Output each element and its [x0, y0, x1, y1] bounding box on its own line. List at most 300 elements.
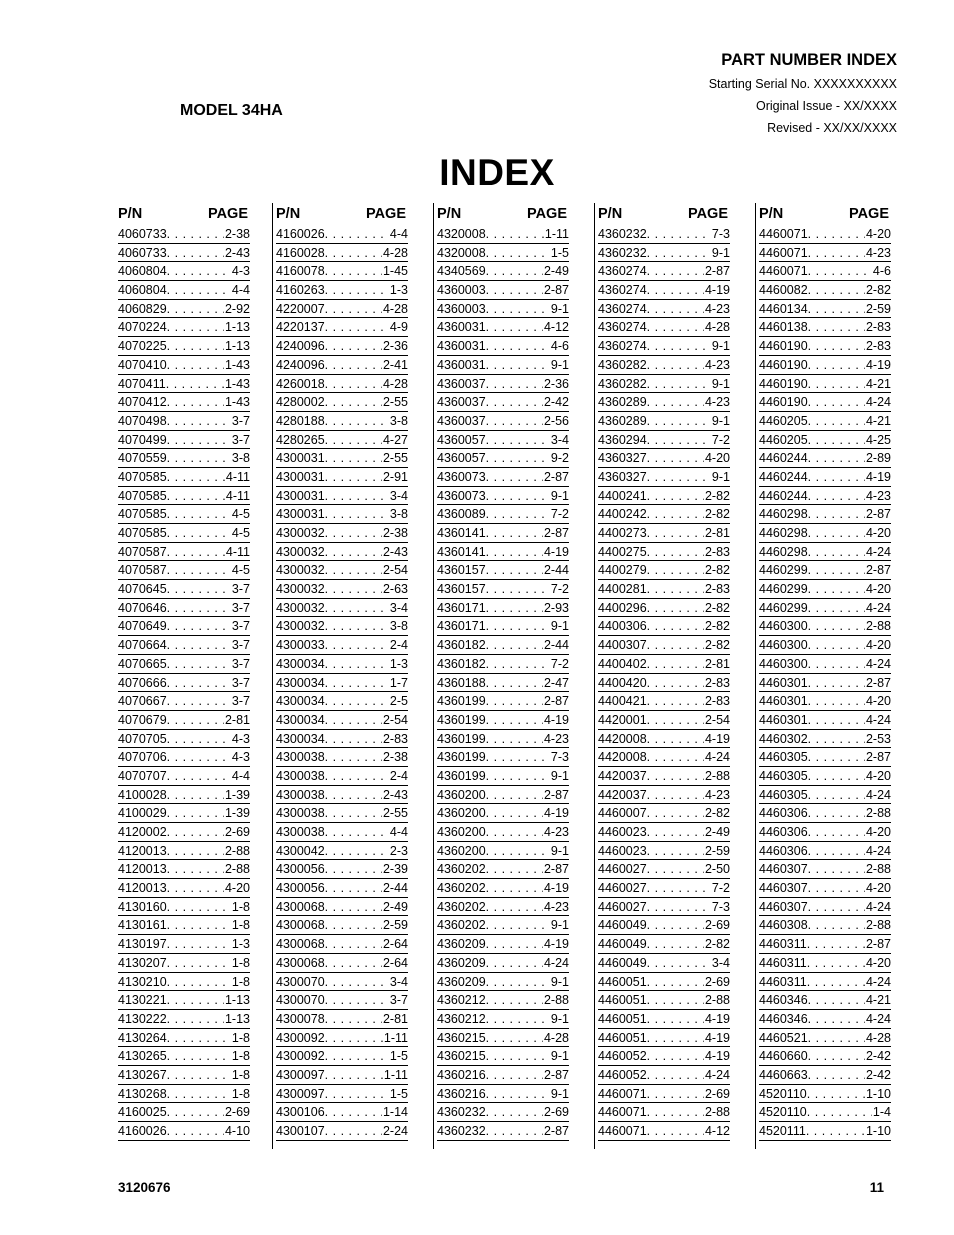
page-reference: 2-4 [389, 638, 408, 653]
index-entry [759, 823, 891, 842]
leader-dots [167, 767, 231, 785]
leader-dots [167, 318, 224, 336]
part-number: 4360199 [437, 731, 486, 746]
leader-dots [808, 599, 865, 617]
index-entry [598, 730, 730, 749]
part-number: 4340569 [437, 264, 486, 279]
leader-dots [647, 674, 704, 692]
leader-dots [647, 449, 704, 467]
part-number: 4360199 [437, 768, 486, 783]
page-reference: 2-82 [704, 619, 730, 634]
leader-dots [808, 580, 865, 598]
page-reference: 4-24 [865, 787, 891, 802]
index-entry [598, 487, 730, 506]
leader-dots [167, 991, 224, 1009]
part-number: 4070679 [118, 712, 167, 727]
index-entry [598, 1066, 730, 1085]
part-number: 4460305 [759, 787, 808, 802]
page-reference: 4-12 [543, 320, 569, 335]
page-reference: 4-24 [865, 544, 891, 559]
part-number: 4300038 [276, 825, 325, 839]
index-entry [759, 1085, 891, 1104]
part-number: 4460205 [759, 413, 808, 428]
leader-dots [486, 225, 544, 243]
index-entry [437, 561, 569, 580]
part-number: 4070411 [118, 376, 166, 391]
index-entry [437, 1103, 569, 1122]
part-number: 4300032 [276, 544, 325, 559]
part-number: 4460071 [759, 227, 808, 241]
part-number: 4300034 [276, 675, 325, 690]
page-reference: 2-88 [865, 862, 891, 877]
leader-dots [325, 1085, 389, 1103]
part-number: 4460049 [598, 918, 647, 933]
page-reference: 1-45 [382, 264, 408, 279]
page-reference: 1-43 [224, 357, 250, 372]
page-reference: 4-20 [865, 955, 891, 970]
leader-dots [167, 449, 231, 467]
part-number: 4360188 [437, 675, 486, 690]
part-number: 4460301 [759, 694, 808, 709]
index-entry [276, 1010, 408, 1029]
leader-dots [325, 1029, 383, 1047]
leader-dots [325, 786, 382, 804]
leader-dots [647, 580, 704, 598]
page-reference: 2-49 [704, 825, 730, 839]
index-entry [118, 431, 250, 450]
leader-dots [807, 954, 865, 972]
part-number: 4130197 [118, 937, 167, 952]
leader-dots [808, 767, 865, 785]
index-entry [118, 860, 250, 879]
index-entry [437, 842, 569, 861]
page-reference: 3-7 [231, 619, 250, 634]
index-entry [437, 730, 569, 749]
leader-dots [325, 318, 389, 336]
page-reference: 3-8 [389, 619, 408, 634]
leader-dots [167, 281, 231, 299]
page-reference: 4-19 [543, 937, 569, 952]
page-reference: 2-69 [224, 825, 250, 839]
index-entry [598, 356, 730, 375]
index-entry [759, 524, 891, 543]
part-number: 4400273 [598, 526, 647, 540]
index-entry [598, 842, 730, 861]
leader-dots [647, 636, 704, 654]
page-reference: 4-19 [704, 731, 730, 746]
page-reference: 2-87 [543, 1124, 569, 1138]
leader-dots [486, 935, 543, 953]
page-reference: 2-38 [224, 227, 250, 241]
index-entry [118, 1010, 250, 1029]
index-entry [118, 692, 250, 711]
part-number: 4360141 [437, 526, 486, 540]
part-number: 4520110 [759, 1105, 807, 1120]
index-entry [437, 487, 569, 506]
page-reference: 4-5 [231, 507, 250, 522]
leader-dots [325, 300, 382, 318]
page-reference: 4-20 [865, 768, 891, 783]
page-reference: 2-88 [704, 1105, 730, 1120]
index-entry [118, 842, 250, 861]
leader-dots [647, 916, 704, 934]
page-reference: 3-8 [389, 413, 408, 428]
part-number: 4300042 [276, 843, 325, 858]
part-number: 4300038 [276, 750, 325, 765]
page-reference: 1-8 [231, 955, 250, 970]
part-number: 4460311 [759, 937, 807, 952]
index-entry [437, 244, 569, 263]
index-entry [276, 262, 408, 281]
part-number: 4460298 [759, 526, 808, 540]
leader-dots [808, 505, 865, 523]
part-number: 4070707 [118, 768, 167, 783]
page-reference: 2-89 [865, 451, 891, 466]
page-reference: 9-1 [711, 245, 730, 260]
index-entry [276, 617, 408, 636]
page-reference: 3-4 [550, 432, 569, 447]
index-entry [759, 748, 891, 767]
page-reference: 4-4 [389, 825, 408, 839]
index-entry [118, 804, 250, 823]
model-label: MODEL 34HA [180, 102, 283, 119]
leader-dots [486, 636, 543, 654]
page-reference: 4-25 [865, 432, 891, 447]
leader-dots [647, 524, 704, 542]
page-reference: 1-10 [865, 1086, 891, 1101]
leader-dots [167, 898, 231, 916]
index-entry [276, 524, 408, 543]
part-number: 4360199 [437, 750, 486, 765]
index-entry [759, 244, 891, 263]
page-reference: 3-7 [231, 582, 250, 597]
part-number: 4360274 [598, 283, 647, 298]
leader-dots [167, 356, 224, 374]
leader-dots [167, 1085, 231, 1103]
index-entry [118, 580, 250, 599]
part-number: 4300092 [276, 1030, 325, 1045]
part-number: 4460049 [598, 955, 647, 970]
leader-dots [167, 1122, 224, 1140]
page-reference: 7-2 [550, 582, 569, 597]
column-header [759, 203, 891, 225]
part-number: 4160026 [276, 227, 325, 241]
page-reference: 2-39 [382, 862, 408, 877]
part-number: 4300056 [276, 862, 325, 877]
part-number: 4420001 [598, 712, 647, 727]
page-reference: 2-82 [704, 600, 730, 615]
part-number: 4460306 [759, 806, 808, 821]
page-reference: 4-24 [865, 600, 891, 615]
page-reference: 2-49 [382, 899, 408, 914]
part-number: 4260018 [276, 376, 325, 391]
leader-dots [325, 655, 389, 673]
leader-dots [647, 1010, 704, 1028]
page-reference: 4-20 [865, 638, 891, 653]
index-entry [118, 225, 250, 244]
index-entry [437, 580, 569, 599]
part-number: 4460346 [759, 1011, 808, 1026]
part-number: 4070224 [118, 320, 167, 335]
index-entry [759, 786, 891, 805]
part-number: 4060829 [118, 301, 167, 316]
index-entry [276, 898, 408, 917]
index-entry [598, 543, 730, 562]
page-reference: 9-1 [550, 918, 569, 933]
leader-dots [325, 767, 389, 785]
part-number: 4520110 [759, 1086, 807, 1101]
leader-dots [486, 375, 543, 393]
page-reference: 4-20 [865, 881, 891, 896]
page-reference: 1-43 [224, 376, 250, 391]
column-header [437, 203, 569, 225]
part-number: 4070585 [118, 526, 167, 540]
document-number: 3120676 [118, 1180, 171, 1195]
index-entry [118, 823, 250, 842]
pn-header: P/N [437, 206, 462, 222]
index-entry [437, 786, 569, 805]
leader-dots [325, 674, 389, 692]
part-number: 4300078 [276, 1011, 325, 1026]
part-number: 4360182 [437, 638, 486, 653]
leader-dots [647, 935, 704, 953]
leader-dots [647, 786, 704, 804]
part-number: 4130161 [118, 918, 167, 933]
index-entry [118, 300, 250, 319]
leader-dots [808, 337, 865, 355]
part-number: 4460051 [598, 1030, 647, 1045]
part-number: 4300034 [276, 656, 325, 671]
page-reference: 1-11 [383, 1067, 408, 1082]
page-title: INDEX [439, 152, 555, 193]
page-reference: 2-87 [865, 937, 891, 952]
index-entry [437, 393, 569, 412]
part-number: 4120013 [118, 881, 167, 896]
part-number: 4120013 [118, 843, 167, 858]
leader-dots [486, 804, 543, 822]
index-entry [759, 300, 891, 319]
page-reference: 9-1 [550, 488, 569, 503]
index-entry [276, 1085, 408, 1104]
part-number: 4400420 [598, 675, 647, 690]
leader-dots [647, 842, 704, 860]
leader-dots [808, 225, 865, 243]
part-number: 4460299 [759, 563, 808, 578]
leader-dots [486, 655, 550, 673]
page-reference: 2-87 [543, 787, 569, 802]
leader-dots [807, 1103, 872, 1121]
page-reference: 1-5 [550, 245, 569, 260]
part-number: 4300034 [276, 712, 325, 727]
index-entry [437, 1122, 569, 1141]
leader-dots [647, 860, 704, 878]
index-entry [759, 468, 891, 487]
index-column [755, 203, 891, 1149]
part-number: 4360209 [437, 974, 486, 989]
part-number: 4070646 [118, 600, 167, 615]
page-reference: 1-3 [389, 656, 408, 671]
leader-dots [167, 935, 231, 953]
page-reference: 3-8 [231, 451, 250, 466]
page-reference: 2-82 [704, 488, 730, 503]
page-reference: 3-7 [231, 675, 250, 690]
leader-dots [647, 412, 711, 430]
leader-dots [167, 393, 224, 411]
part-number: 4300032 [276, 563, 325, 578]
part-number: 4070585 [118, 488, 167, 503]
leader-dots [647, 1066, 704, 1084]
page-reference: 2-4 [389, 768, 408, 783]
page-reference: 2-5 [389, 694, 408, 709]
leader-dots [647, 655, 704, 673]
part-number: 4460306 [759, 825, 808, 839]
page-header: PAGE [526, 206, 567, 222]
leader-dots [325, 954, 382, 972]
part-number: 4300106 [276, 1105, 325, 1120]
leader-dots [167, 487, 225, 505]
page-reference: 4-10 [224, 1124, 250, 1138]
part-number: 4400421 [598, 694, 647, 709]
index-entry [276, 973, 408, 992]
index-entry [759, 692, 891, 711]
page-reference: 2-64 [382, 955, 408, 970]
index-entry [118, 468, 250, 487]
leader-dots [647, 748, 704, 766]
page-reference: 2-55 [382, 451, 408, 466]
leader-dots [647, 879, 711, 897]
index-entry [759, 954, 891, 973]
leader-dots [325, 860, 382, 878]
page-header: PAGE [365, 206, 406, 222]
page-reference: 2-69 [704, 974, 730, 989]
index-entry [437, 1029, 569, 1048]
page-reference: 3-7 [231, 432, 250, 447]
leader-dots [647, 1085, 704, 1103]
leader-dots [486, 431, 550, 449]
page-reference: 9-1 [550, 357, 569, 372]
leader-dots [486, 244, 550, 262]
index-entry [759, 711, 891, 730]
index-entry [598, 393, 730, 412]
page-reference: 4-28 [543, 1030, 569, 1045]
leader-dots [486, 524, 543, 542]
index-entry [276, 1066, 408, 1085]
index-entry [759, 356, 891, 375]
index-entry [598, 244, 730, 263]
part-number: 4400402 [598, 656, 647, 671]
page-reference: 4-20 [224, 881, 250, 896]
index-entry [437, 225, 569, 244]
leader-dots [167, 337, 224, 355]
index-entry [276, 655, 408, 674]
leader-dots [486, 786, 543, 804]
index-entry [276, 244, 408, 263]
index-entry [598, 898, 730, 917]
index-entry [598, 300, 730, 319]
index-entry [276, 1122, 408, 1141]
leader-dots [486, 767, 550, 785]
index-entry [276, 1047, 408, 1066]
leader-dots [647, 337, 711, 355]
leader-dots [808, 543, 865, 561]
index-entry [276, 431, 408, 450]
part-number: 4360073 [437, 488, 486, 503]
page-reference: 9-1 [550, 1049, 569, 1064]
page-reference: 2-83 [865, 339, 891, 354]
page-reference: 2-55 [382, 395, 408, 410]
part-number: 4300070 [276, 974, 325, 989]
leader-dots [808, 860, 865, 878]
part-number: 4360200 [437, 787, 486, 802]
index-entry [437, 655, 569, 674]
part-number: 4460071 [598, 1086, 647, 1101]
leader-dots [325, 748, 382, 766]
leader-dots [325, 1103, 382, 1121]
page-reference: 4-11 [225, 488, 250, 503]
index-entry [598, 767, 730, 786]
part-number: 4360037 [437, 395, 486, 410]
leader-dots [167, 431, 231, 449]
leader-dots [325, 244, 382, 262]
leader-dots [325, 1066, 383, 1084]
leader-dots [325, 543, 382, 561]
part-number: 4460307 [759, 899, 808, 914]
page-reference: 2-54 [704, 712, 730, 727]
index-entry [598, 617, 730, 636]
page-reference: 2-88 [543, 993, 569, 1008]
leader-dots [808, 524, 865, 542]
page-reference: 4-24 [865, 1011, 891, 1026]
part-number: 4070706 [118, 750, 167, 765]
index-entry [276, 804, 408, 823]
page-reference: 2-82 [704, 638, 730, 653]
page-reference: 2-24 [382, 1124, 408, 1138]
leader-dots [167, 860, 224, 878]
leader-dots [486, 898, 543, 916]
index-entry [598, 318, 730, 337]
page-reference: 4-20 [865, 227, 891, 241]
leader-dots [167, 617, 231, 635]
page-reference: 4-20 [865, 694, 891, 709]
page-reference: 2-87 [865, 675, 891, 690]
index-entry [276, 860, 408, 879]
part-number: 4360003 [437, 301, 486, 316]
page-reference: 4-19 [704, 1049, 730, 1064]
part-number: 4360037 [437, 376, 486, 391]
serial-number: Starting Serial No. XXXXXXXXXX [708, 77, 897, 91]
index-entry [276, 300, 408, 319]
page-reference: 2-81 [382, 1011, 408, 1026]
part-number: 4320008 [437, 227, 486, 241]
part-number: 4120013 [118, 862, 167, 877]
index-entry [276, 505, 408, 524]
page-reference: 2-88 [224, 862, 250, 877]
part-number: 4070667 [118, 694, 167, 709]
page-reference: 2-81 [704, 526, 730, 540]
part-number: 4300070 [276, 993, 325, 1008]
index-entry [118, 543, 250, 562]
leader-dots [808, 674, 865, 692]
index-entry [437, 412, 569, 431]
leader-dots [486, 823, 543, 841]
page-reference: 4-19 [543, 806, 569, 821]
leader-dots [167, 300, 224, 318]
page-reference: 3-7 [231, 413, 250, 428]
index-entry [118, 786, 250, 805]
page-reference: 2-82 [704, 806, 730, 821]
part-number: 4460244 [759, 451, 808, 466]
page-reference: 4-20 [865, 825, 891, 839]
